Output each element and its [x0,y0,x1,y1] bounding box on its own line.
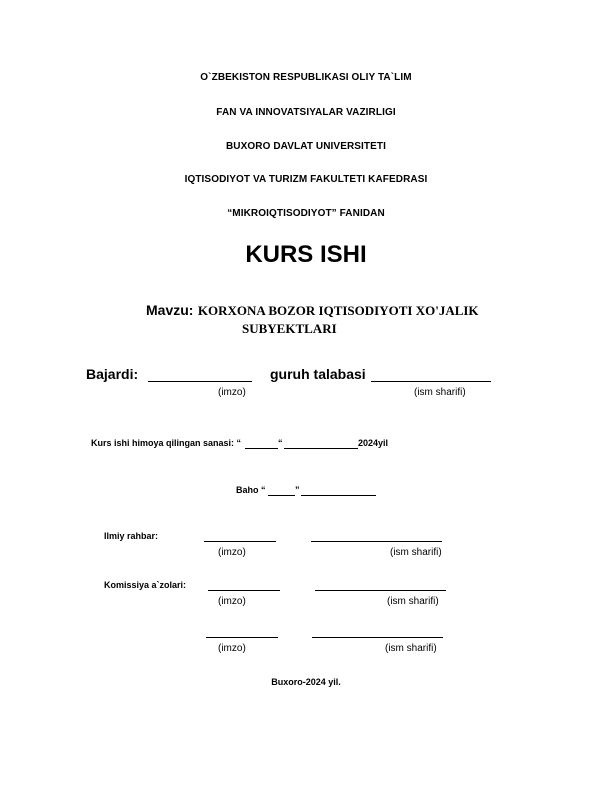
university-name: BUXORO DAVLAT UNIVERSITETI [225,141,386,152]
grade-score-line [268,495,295,496]
topic-line-1 [146,302,479,320]
name-line [371,381,491,382]
commission-2-signature-line [206,637,278,638]
grade-start: Baho “ [236,485,266,495]
commission-signature-line [208,590,280,591]
ministry-line-2: FAN VA INNOVATSIYALAR VAZIRLIGI [216,107,396,118]
supervisor-name-line [311,541,442,542]
defense-year: 2024yil [358,438,389,448]
commission-signature-caption: (imzo) [218,596,246,607]
supervisor-name-caption: (ism sharifi) [390,547,442,558]
defense-date-start: Kurs ishi himoya qilingan sanasi: “ [91,438,242,448]
ministry-line: O`ZBEKISTON RESPUBLIKASI OLIY TA`LIM [200,72,412,83]
grade-quote: ” [295,485,300,495]
signature-caption: (imzo) [218,387,246,398]
topic-label: Mavzu: [146,302,194,318]
subject-name: “MIKROIQTISODIYOT” FANIDAN [227,208,385,219]
place-year-footer: Buxoro-2024 yil. [271,677,341,687]
commission-name-caption: (ism sharifi) [387,596,439,607]
commission-2-name-caption: (ism sharifi) [385,643,437,654]
topic-text-1: KORXONA BOZOR IQTISODIYOTI XO'JALIK [197,303,479,318]
commission-2-name-line [312,637,443,638]
commission-label: Komissiya a`zolari: [104,580,187,590]
faculty-department: IQTISODIYOT VA TURIZM FAKULTETI KAFEDRASI [184,174,428,185]
bajardi-label: Bajardi: [86,366,139,382]
supervisor-signature-caption: (imzo) [218,547,246,558]
topic-text-2: SUBYEKTLARI [242,321,337,336]
grade-text-line [301,495,376,496]
name-caption: (ism sharifi) [414,387,466,398]
commission-name-line [315,590,446,591]
document-title: KURS ISHI [245,241,367,268]
defense-date-quote: “ [278,438,283,448]
group-student-label: guruh talabasi [270,366,366,382]
defense-month-line [284,448,358,449]
defense-day-line [245,448,278,449]
signature-line [148,381,252,382]
commission-2-signature-caption: (imzo) [218,643,246,654]
supervisor-signature-line [204,541,276,542]
supervisor-label: Ilmiy rahbar: [104,531,159,541]
